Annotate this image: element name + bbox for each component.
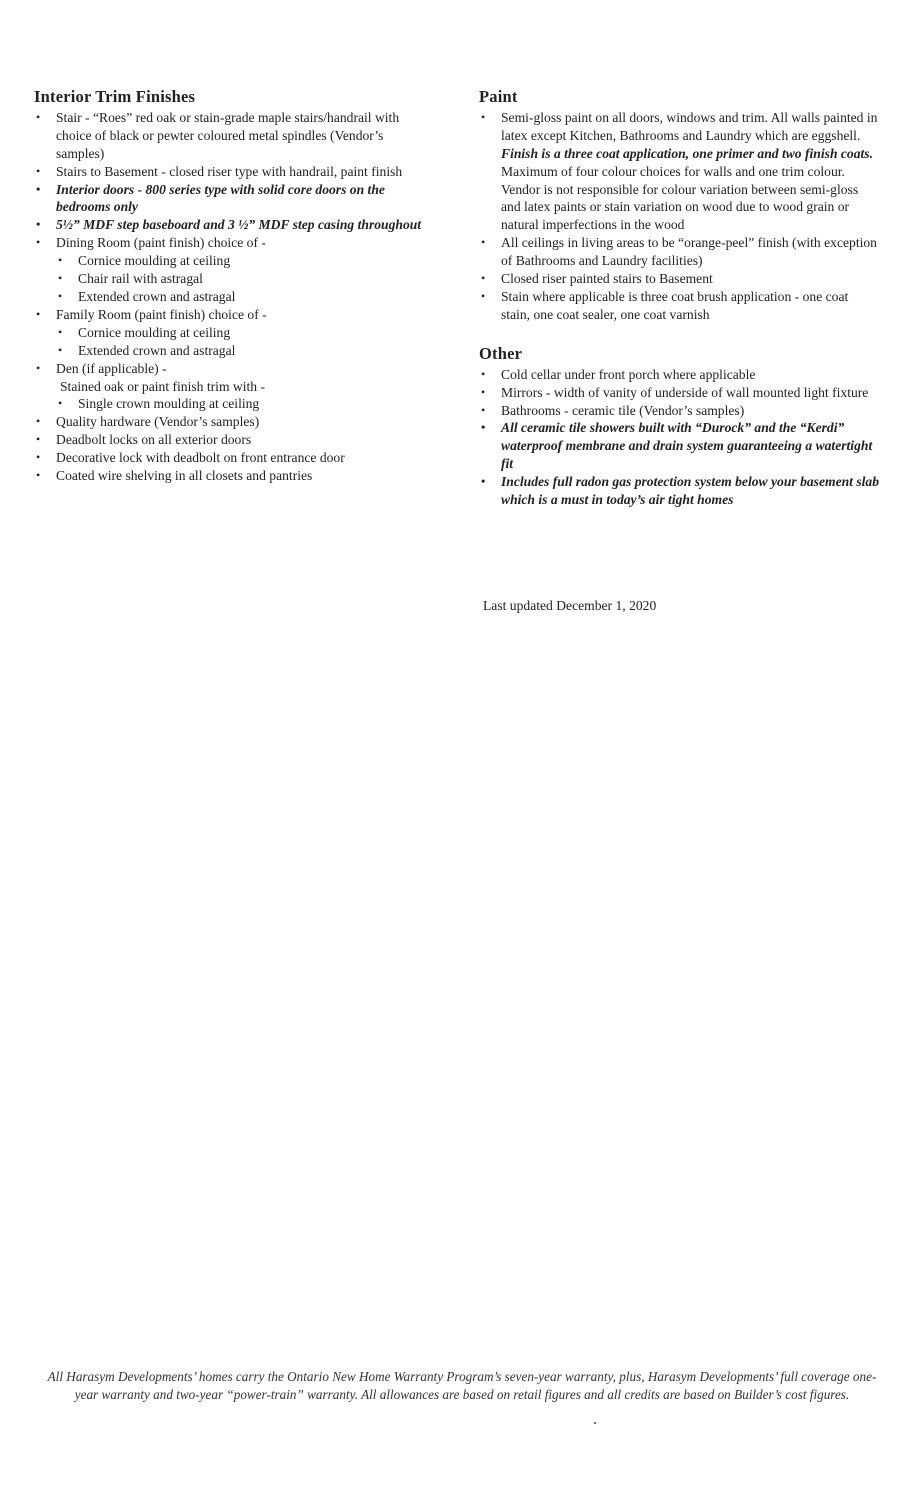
paint-text-part: Maximum of four colour choices for walls and one trim colour. Vendor is not responsible for colour variation between semi-gloss and latex paints or stain variation on wood due to wood grain or natural imperfections in the wood	[501, 163, 859, 233]
other-list	[479, 366, 879, 509]
warranty-footer: All Harasym Developments’ homes carry the Ontario New Home Warranty Program’s seven-year warranty, plus, Harasym Developments’ full coverage one-year warranty and two-year “power-train” warranty. All allowances are based on retail figures and all credits are based on Builder’s cost figures.	[47, 1369, 877, 1402]
list-item: • Quality hardware (Vendor’s samples)	[34, 413, 434, 431]
list-item: • Stain where applicable is three coat brush application - one coat stain, one coat sealer, one coat varnish	[479, 288, 879, 324]
interior-trim-list	[34, 109, 434, 485]
list-item: • Cold cellar under front porch where applicable	[479, 366, 879, 384]
list-item: • Decorative lock with deadbolt on front entrance door	[34, 449, 434, 467]
list-item: • Interior doors - 800 series type with solid core doors on the bedrooms only	[34, 181, 434, 217]
list-item: • Includes full radon gas protection system below your basement slab which is a must in today’s air tight homes	[479, 473, 879, 509]
paint-text-part: Semi-gloss paint on all doors, windows and trim. All walls painted in latex except Kitchen, Bathrooms and Laundry which are eggshell.	[501, 109, 878, 143]
list-item: • Cornice moulding at ceiling	[34, 324, 434, 342]
list-item: • Closed riser painted stairs to Basement	[479, 270, 879, 288]
list-item: • Cornice moulding at ceiling	[34, 252, 434, 270]
list-item: • Deadbolt locks on all exterior doors	[34, 431, 434, 449]
list-item: • All ceramic tile showers built with “Durock” and the “Kerdi” waterproof membrane and drain system guaranteeing a watertight fit	[479, 419, 879, 473]
list-item: • Single crown moulding at ceiling	[34, 395, 434, 413]
list-item: • Extended crown and astragal	[34, 342, 434, 360]
list-item	[479, 109, 879, 234]
list-item: • Dining Room (paint finish) choice of -	[34, 234, 434, 252]
list-item: • Mirrors - width of vanity of underside of wall mounted light fixture	[479, 384, 879, 402]
list-item: • Bathrooms - ceramic tile (Vendor’s samples)	[479, 402, 879, 420]
right-column	[479, 88, 879, 509]
interior-trim-section	[34, 88, 434, 485]
paint-list	[479, 109, 879, 324]
section-title: Other	[479, 343, 523, 363]
section-title: Interior Trim Finishes	[34, 87, 196, 106]
list-continuation: Stained oak or paint finish trim with -	[60, 378, 266, 394]
list-item: • 5½” MDF step baseboard and 3 ½” MDF step casing throughout	[34, 216, 434, 234]
section-title: Paint	[479, 87, 518, 106]
list-item: • Stair - “Roes” red oak or stain-grade maple stairs/handrail with choice of black or pewter coloured metal spindles (Vendor’s samples)	[34, 109, 434, 163]
last-updated: Last updated December 1, 2020	[483, 598, 657, 613]
list-item: • Extended crown and astragal	[34, 288, 434, 306]
list-item: • All ceilings in living areas to be “orange-peel” finish (with exception of Bathrooms and Laundry facilities)	[479, 234, 879, 270]
list-item: • Coated wire shelving in all closets and pantries	[34, 467, 434, 485]
paint-emphasis: Finish is a three coat application, one primer and two finish coats.	[501, 145, 873, 161]
list-item: • Stairs to Basement - closed riser type with handrail, paint finish	[34, 163, 434, 181]
list-item: • Family Room (paint finish) choice of -	[34, 306, 434, 324]
list-item: • Chair rail with astragal	[34, 270, 434, 288]
scan-speck	[594, 1422, 596, 1424]
list-item: • Den (if applicable) -	[34, 360, 434, 378]
